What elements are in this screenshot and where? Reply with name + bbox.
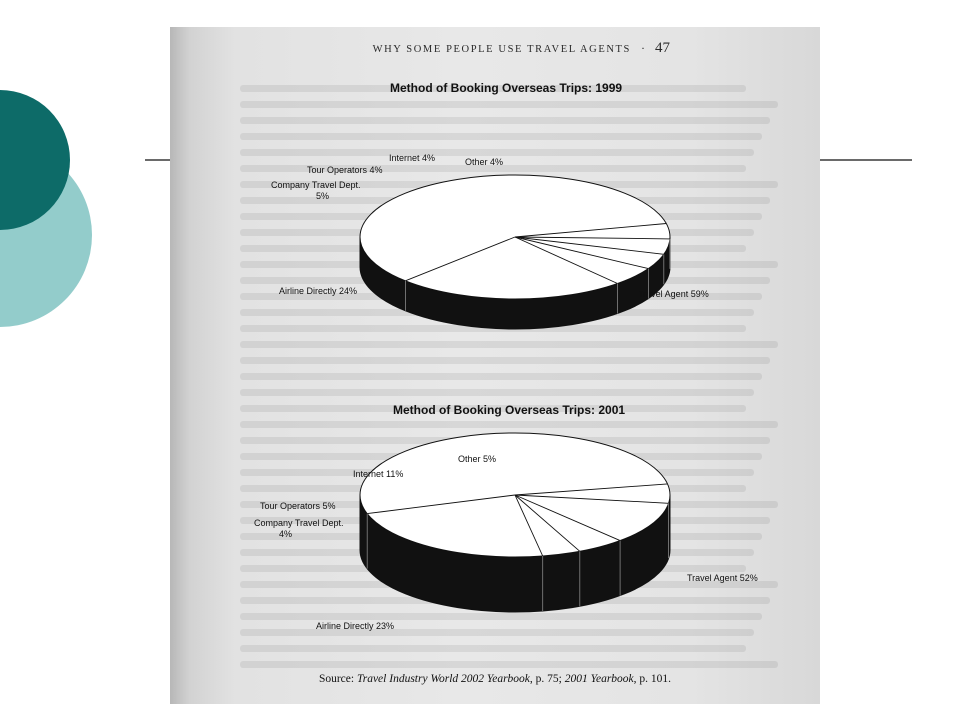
ghost-text-line — [240, 645, 746, 652]
pie-slice-other-label: Other 4% — [465, 157, 504, 167]
chart-title: Method of Booking Overseas Trips: 2001 — [393, 403, 626, 417]
pie-slice-company-travel-dept-label-line: Company Travel Dept. — [254, 518, 344, 528]
source-citation — [170, 673, 820, 685]
source-prefix: Source: — [318, 673, 355, 685]
pie-slice-internet-label: Internet 11% — [353, 469, 404, 479]
ghost-text-line — [240, 661, 778, 668]
pie-slice-company-travel-dept-label-line: 4% — [279, 529, 293, 539]
source-page-2001: , p. 101. — [633, 673, 672, 685]
source-publication-2001: 2001 Yearbook — [564, 673, 634, 685]
pie-slice-internet-label: Internet 4% — [389, 153, 436, 163]
ghost-text-line — [240, 357, 770, 364]
running-head-title: WHY SOME PEOPLE USE TRAVEL AGENTS — [372, 44, 631, 55]
pie-slice-other-label: Other 5% — [458, 454, 497, 464]
pie-slice-airline-directly-label: Airline Directly 23% — [316, 621, 395, 631]
pie-slice-tour-operators-label: Tour Operators 4% — [307, 165, 383, 175]
pie-chart-1999 — [170, 77, 820, 337]
pie-slice-travel-agent-label: Travel Agent 52% — [687, 573, 758, 583]
ghost-text-line — [240, 341, 778, 348]
source-publication-2002: Travel Industry World 2002 Yearbook — [356, 673, 530, 685]
source-page-2002: , p. 75; — [529, 673, 562, 685]
pie-slice-company-travel-dept-label-line: Company Travel Dept. — [271, 180, 361, 190]
running-head — [170, 39, 820, 57]
scanned-book-page — [170, 27, 820, 704]
running-head-separator: · — [641, 41, 645, 55]
pie-chart-2001 — [170, 370, 820, 631]
pie-slice-airline-directly-label: Airline Directly 24% — [278, 286, 357, 296]
pie-slice-tour-operators-label: Tour Operators 5% — [260, 501, 336, 511]
pie-slice-company-travel-dept-label-line: 5% — [316, 191, 330, 201]
pie-slice-company-travel-dept-label — [254, 518, 344, 539]
chart-title: Method of Booking Overseas Trips: 1999 — [390, 81, 623, 95]
page-number: 47 — [655, 40, 670, 56]
pie-slice-travel-agent-label: Travel Agent 59% — [638, 289, 709, 299]
pie-slice-company-travel-dept-label — [271, 180, 361, 201]
